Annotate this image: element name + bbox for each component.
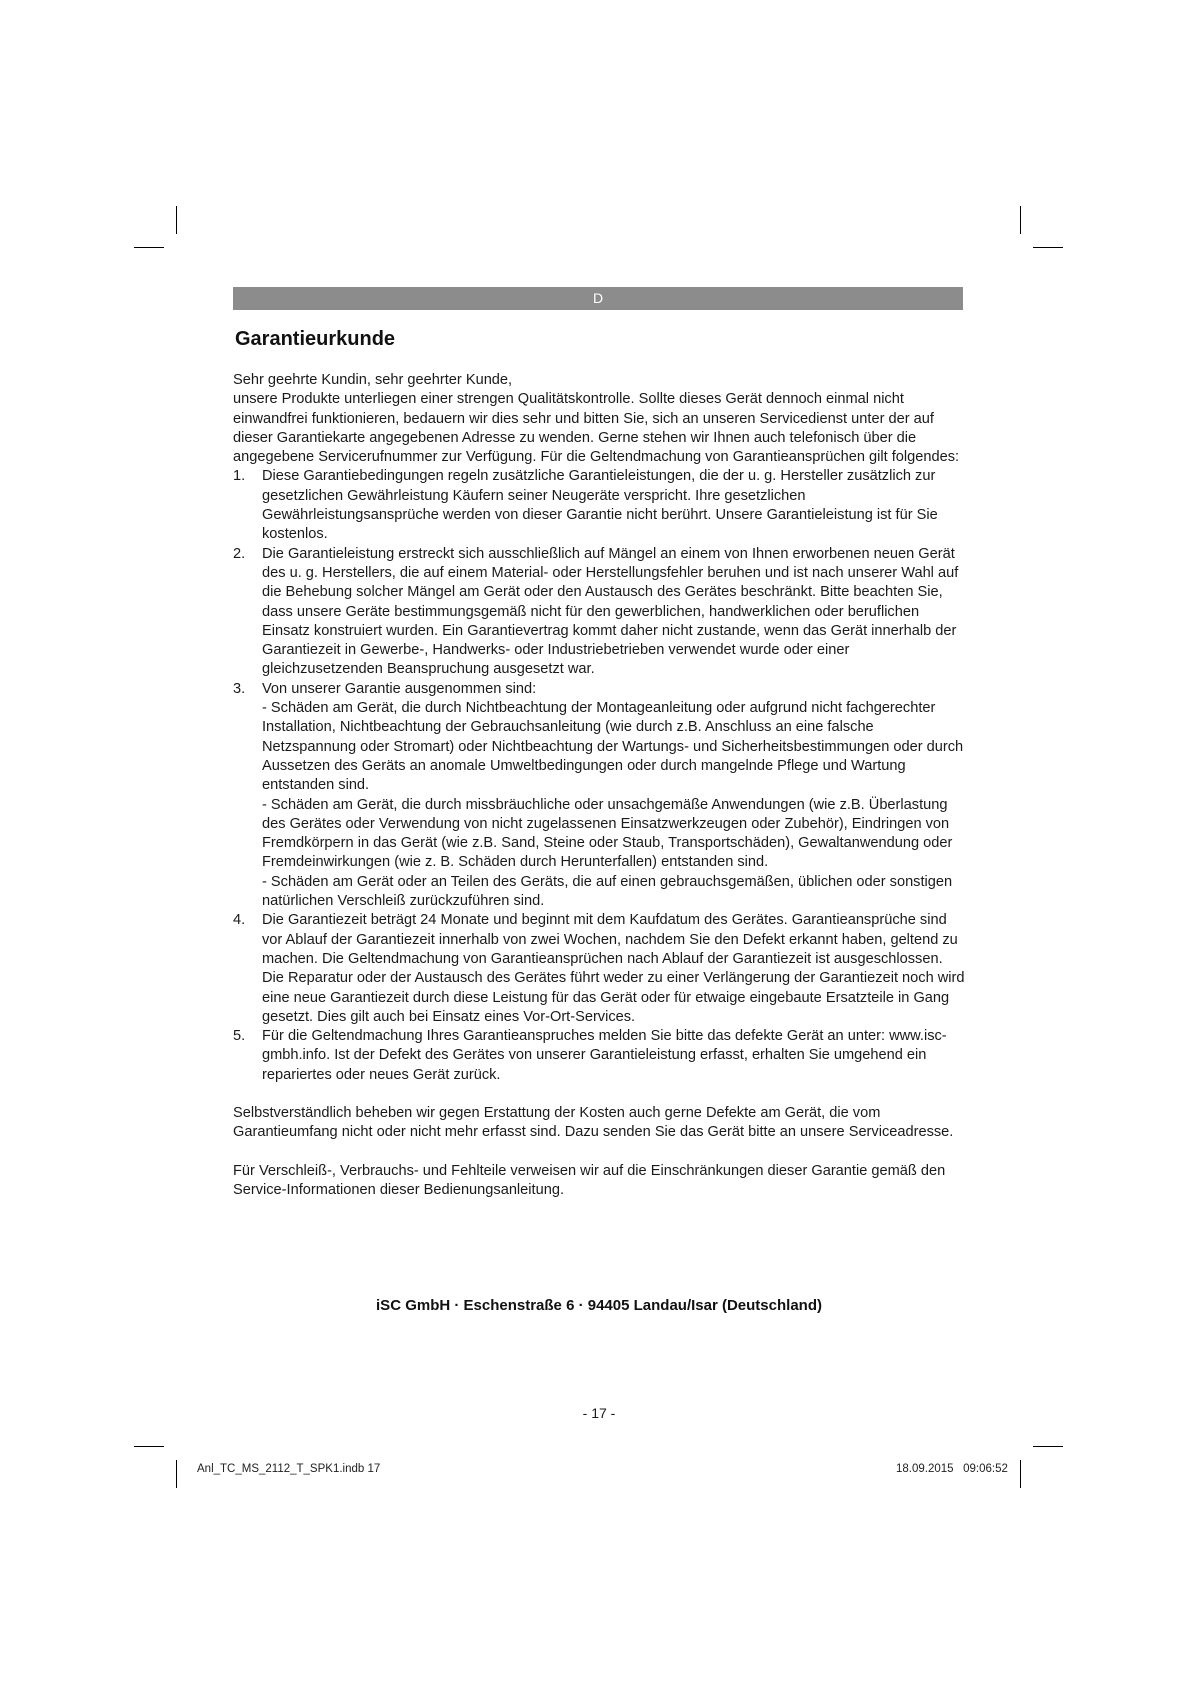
list-item [233,467,965,544]
intro-paragraph: unsere Produkte unterliegen einer strengen Qualitätskontrolle. Sollte dieses Gerät dennoch einmal nicht einwandfrei funktionieren, bedauern wir dies sehr und bitten Sie, sich an unseren Servicedienst unter der auf dieser Garantiekarte angegebenen Adresse zu wenden. Gerne stehen wir Ihnen auch telefonisch über die angegebene Servicerufnummer zur Verfügung. Für die Geltendmachung von Garantieansprüchen gilt folgendes: [233,391,960,466]
file-slug: Anl_TC_MS_2112_T_SPK1.indb 17 [197,1463,381,1475]
crop-mark [1033,1446,1063,1447]
language-tab: D [233,287,963,310]
crop-mark [134,247,164,248]
closing-paragraph: Für Verschleiß-, Verbrauchs- und Fehlteile verweisen wir auf die Einschränkungen dieser Garantie gemäß den Service-Informationen dieser Bedienungsanleitung. [233,1162,946,1198]
company-address: iSC GmbH · Eschenstraße 6 · 94405 Landau/Isar (Deutschland) [376,1297,822,1314]
list-item [233,680,965,912]
crop-mark [176,1460,177,1488]
list-text: Die Garantieleistung erstreckt sich ausschließlich auf Mängel an einem von Ihnen erworbenen neuen Gerät des u. g. Herstellers, die auf einem Material- oder Herstellungsfehler beruhen und ist nach unserer Wahl auf die Behebung solcher Mängel am Gerät oder den Austausch des Gerätes beschränkt. Bitte beachten Sie, dass unsere Geräte bestimmungsgemäß nicht für den gewerblichen, handwerklichen oder beruflichen Einsatz konstruiert wurden. Ein Garantievertrag kommt daher nicht zustande, wenn das Gerät innerhalb der Garantiezeit in Gewerbe-, Handwerks- oder Industriebetrieben verwendet wurde oder einer gleichzusetzenden Beanspruchung ausgesetzt war. [262,545,959,678]
crop-mark [1020,206,1021,234]
list-number: 4. [233,912,246,929]
crop-mark [1020,1460,1021,1488]
list-text: Von unserer Garantie ausgenommen sind: [262,680,537,697]
exclusion-item: - Schäden am Gerät oder an Teilen des Geräts, die auf einen gebrauchsgemäßen, üblichen oder sonstigen natürlichen Verschleiß zurückzuführen sind. [262,873,953,910]
document-body [233,371,965,1200]
salutation: Sehr geehrte Kundin, sehr geehrter Kunde, [233,372,513,388]
page-title: Garantieurkunde [235,328,396,350]
list-number: 3. [233,680,246,697]
exclusion-item: - Schäden am Gerät, die durch missbräuchliche oder unsachgemäße Anwendungen (wie z.B. Überlastung des Gerätes oder Verwendung von nicht zugelassenen Einsatzwerkzeugen oder Zubehör), Eindringen von Fremdkörpern in das Gerät (wie z.B. Sand, Steine oder Staub, Transportschäden), Gewaltanwendung oder Fremdeinwirkungen (wie z. B. Schäden durch Herunterfallen) entstanden sind. [262,796,953,871]
list-item [233,911,965,1027]
list-number: 1. [233,468,246,485]
exclusion-item: - Schäden am Gerät, die durch Nichtbeachtung der Montageanleitung oder aufgrund nicht fachgerechter Installation, Nichtbeachtung der Gebrauchsanleitung (wie durch z.B. Anschluss an eine falsche Netzspannung oder Stromart) oder Nichtbeachtung der Wartungs- und Sicherheitsbestimmungen oder durch Aussetzen des Geräts an anomale Umweltbedingungen oder durch mangelnde Pflege und Wartung entstanden sind. [262,700,964,794]
list-item [233,545,965,680]
page-number: - 17 - [582,1405,616,1421]
closing-paragraph: Selbstverständlich beheben wir gegen Erstattung der Kosten auch gerne Defekte am Gerät, die vom Garantieumfang nicht oder nicht mehr erfasst sind. Dazu senden Sie das Gerät bitte an unsere Serviceadresse. [233,1104,954,1141]
list-number: 2. [233,545,246,562]
list-item [233,1027,965,1085]
list-text: Für die Geltendmachung Ihres Garantieanspruches melden Sie bitte das defekte Gerät an unter: www.isc-gmbh.info. Ist der Defekt des Gerätes von unserer Garantieleistung erfasst, erhalten Sie umgehend ein repariertes oder neues Gerät zurück. [262,1028,947,1083]
print-timestamp: 18.09.2015 09:06:52 [896,1463,1008,1475]
list-text: Diese Garantiebedingungen regeln zusätzliche Garantieleistungen, die der u. g. Hersteller zusätzlich zur gesetzlichen Gewährleistung Käufern seiner Neugeräte verspricht. Ihre gesetzlichen Gewährleistungsansprüche werden von dieser Garantie nicht berührt. Unsere Garantieleistung ist für Sie kostenlos. [262,468,938,543]
crop-mark [1033,247,1063,248]
list-number: 5. [233,1028,246,1045]
crop-mark [134,1446,164,1447]
crop-mark [176,206,177,234]
warranty-terms-list [233,467,965,1085]
list-text: Die Garantiezeit beträgt 24 Monate und beginnt mit dem Kaufdatum des Gerätes. Garantieansprüche sind vor Ablauf der Garantiezeit innerhalb von zwei Wochen, nachdem Sie den Defekt erkannt haben, geltend zu machen. Die Geltendmachung von Garantieansprüchen nach Ablauf der Garantiezeit ist ausgeschlossen. Die Reparatur oder der Austausch des Gerätes führt weder zu einer Verlängerung der Garantiezeit noch wird eine neue Garantiezeit durch diese Leistung für das Gerät oder für etwaige eingebaute Ersatzteile in Gang gesetzt. Dies gilt auch bei Einsatz eines Vor-Ort-Services. [262,912,965,1025]
